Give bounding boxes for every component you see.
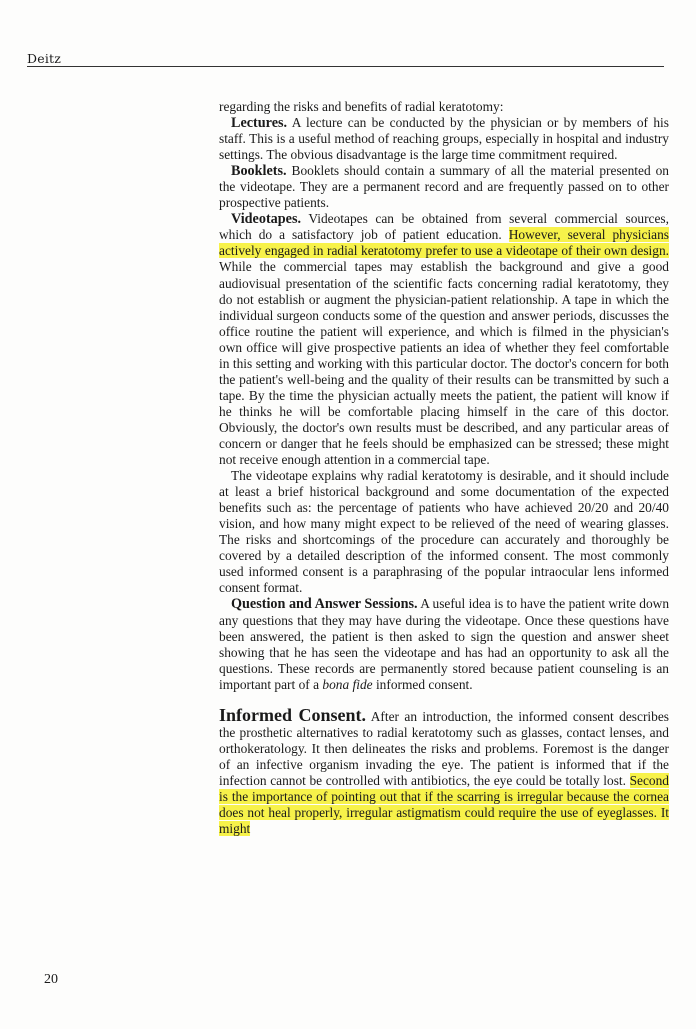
run-in-heading-booklets: Booklets.	[231, 163, 287, 180]
paragraph-question-answer	[219, 596, 669, 692]
body-text	[219, 99, 669, 837]
run-in-heading-videotapes: Videotapes.	[231, 211, 302, 228]
run-in-heading-lectures: Lectures.	[231, 115, 288, 132]
informed-text-a: After an introduction, the informed consent describes the prosthetic alternatives to radial keratotomy such as glasses, contact lenses, and orthokeratology. It then delineates the risks and problems. Foremost is the danger of an infective organism invading the eye. The patient is informed that if the infection cannot be controlled with antibiotics, the eye could be totally lost.	[219, 708, 669, 788]
intro-line: regarding the risks and benefits of radial keratotomy:	[219, 99, 504, 114]
videotapes-text-b: While the commercial tapes may establish the background and give a good audiovisual presentation of the scientific facts concerning radial keratotomy, they do not establish or augment the physician-patient relationship. A tape in which the individual surgeon conducts some of the question and answer periods, discusses the office routine the patient will experience, and which is filmed in the physician's own office will give prospective patients an idea of whether they feel comfortable in this setting and working with this particular doctor. The doctor's concern for both the patient's well-being and the quality of their results can be transmitted by such a tape. By the time the physician actually meets the patient, the patient will know if he thinks he will be comfortable placing himself in the care of this doctor. Obviously, the doctor's own results must be described, and any particular areas of concern or danger that he feels should be emphasized can be stressed; these might not receive enough attention in a commercial tape.	[219, 259, 669, 468]
lectures-text: A lecture can be conducted by the physician or by members of his staff. This is a useful method of reaching groups, especially in hospital and industry settings. The obvious disadvantage is the large time commitment required.	[219, 115, 669, 163]
header-rule	[27, 66, 664, 67]
paragraph-informed-consent	[219, 704, 669, 837]
videotapes-text-a: Videotapes can be obtained from several commercial sources, which do a satisfactory job of patient education.	[219, 211, 669, 243]
paragraph-videotape-benefits: The videotape explains why radial keratotomy is desirable, and it should include at least a brief historical background and some documentation of the expected benefits such as: the percentage of patients who have achieved 20/20 and 20/40 vision, and how many might expect to be relieved of the need of wearing glasses. The risks and shortcomings of the procedure can accurately and thoroughly be covered by a detailed description of the informed consent. The most commonly used informed consent is a paraphrasing of the popular intraocular lens informed consent format.	[219, 468, 669, 596]
highlighted-text-scarring: Second is the importance of pointing out that if the scarring is irregular because the cornea does not heal properly, irregular astigmatism could require the use of eyeglasses. It might	[219, 772, 669, 837]
page-number: 20	[44, 972, 58, 987]
paragraph-booklets	[219, 163, 669, 211]
paragraph-lectures	[219, 115, 669, 163]
run-in-heading-qa: Question and Answer Sessions.	[231, 596, 418, 613]
italic-bona-fide: bona fide	[322, 676, 373, 692]
section-heading-informed-consent: Informed Consent.	[219, 704, 367, 725]
qa-text-b: informed consent.	[372, 676, 473, 692]
qa-text-a: A useful idea is to have the patient write down any questions that they may have during the videotape. Once these questions have been answered, the patient is then asked to sign the question and answer sheet showing that he has seen the videotape and has had an opportunity to ask all the questions. These records are permanently stored because patient counseling is an important part of a	[219, 596, 670, 692]
paragraph-videotapes	[219, 211, 669, 468]
highlighted-text-videotape: However, several physicians actively engaged in radial keratotomy prefer to use a videotape of their own design.	[219, 227, 670, 259]
booklets-text: Booklets should contain a summary of all the material presented on the videotape. They are a permanent record and are frequently passed on to other prospective patients.	[219, 163, 669, 211]
running-head: Deitz	[27, 51, 62, 66]
